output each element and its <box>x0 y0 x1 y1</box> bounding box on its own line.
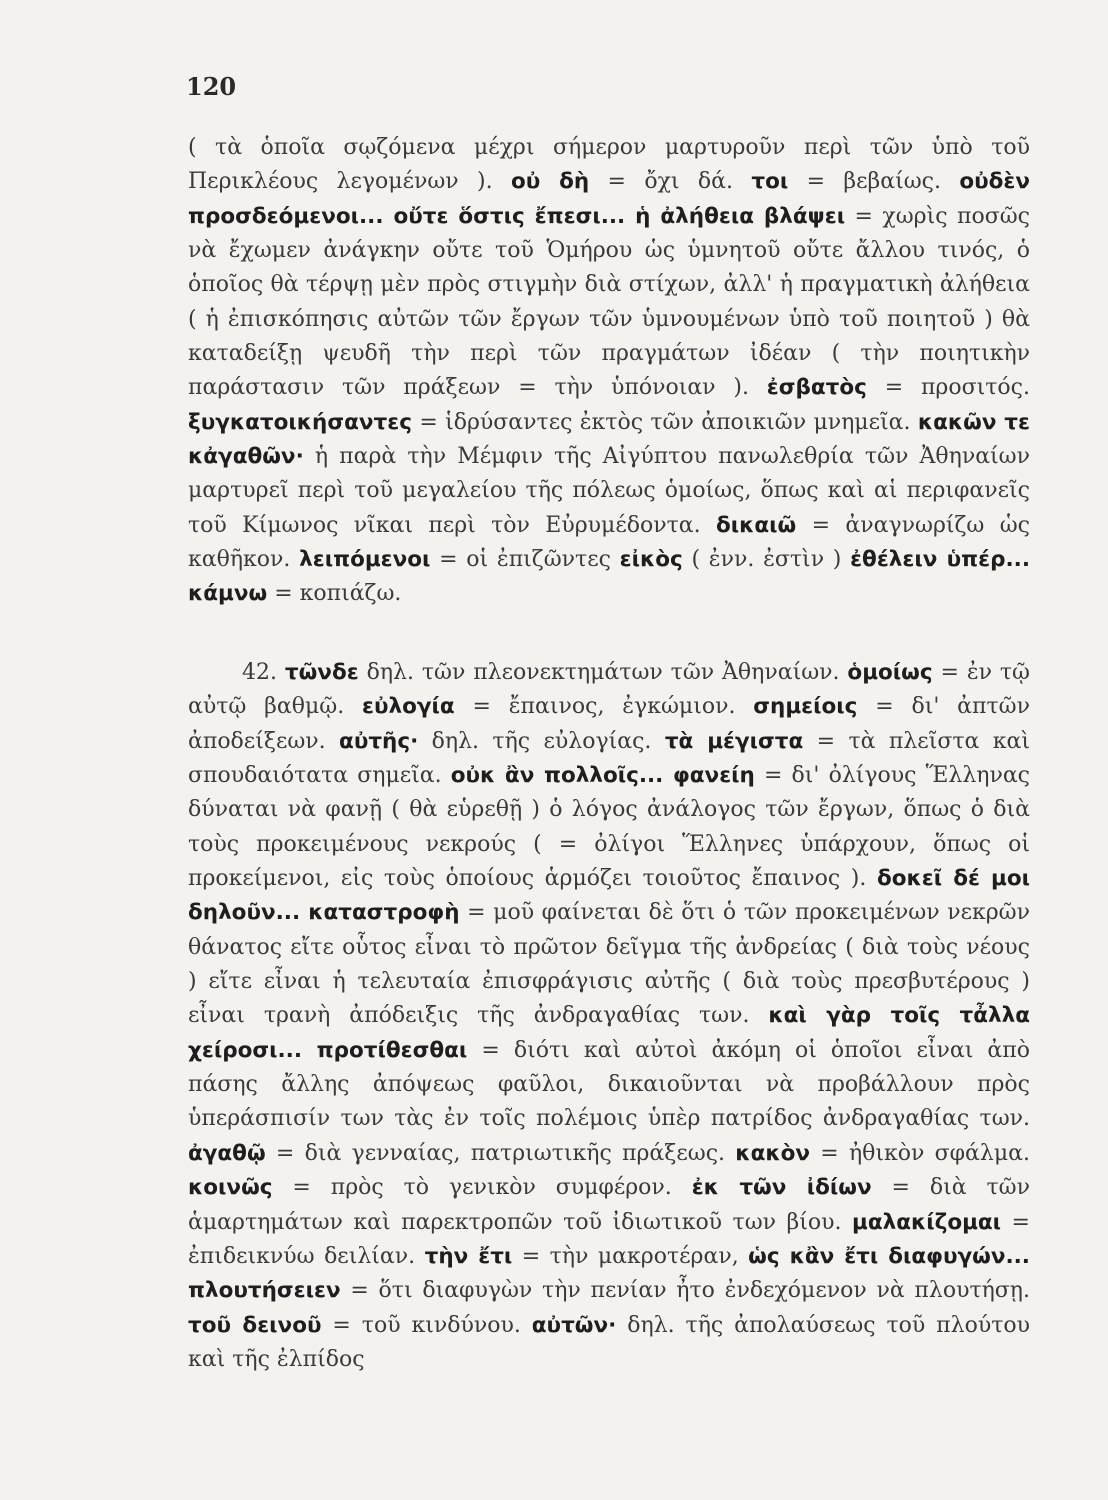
lemma-term: ἀγαθῷ <box>188 1140 266 1166</box>
lemma-term: οὐκ ἂν πολλοῖς... φανείη <box>450 763 755 789</box>
lemma-term: ὁμοίως <box>847 660 933 685</box>
gloss-text: = κοπιάζω. <box>267 581 402 607</box>
lemma-term: τῶνδε <box>284 660 359 685</box>
gloss-text: = τὰ πλεῖστα καὶ σπουδαιότατα σημεῖα. <box>188 728 1030 789</box>
gloss-text: = ἐν τῷ αὐτῷ βαθμῷ. <box>188 660 1031 720</box>
gloss-text: = τὴν μακροτέραν, <box>512 1243 749 1269</box>
lemma-term: τοι <box>751 169 789 195</box>
lemma-term: κακῶν τε κἀγαθῶν· <box>188 409 1030 470</box>
lemma-term: τοῦ δεινοῦ <box>188 1312 322 1338</box>
gloss-text: = ἱδρύσαντες ἐκτὸς τῶν ἀποικιῶν μνημεῖα. <box>411 409 918 435</box>
gloss-text: δηλ. τῆς ἀπολαύσεως τοῦ πλούτου καὶ τῆς ἐλπίδος <box>188 1312 1030 1372</box>
lemma-term: αὐτῆς· <box>339 728 419 754</box>
gloss-text: = ἐπιδεικνύω δειλίαν. <box>188 1209 1030 1269</box>
gloss-text: = τοῦ κινδύνου. <box>321 1312 532 1338</box>
lemma-term: τὰ μέγιστα <box>664 728 804 754</box>
lemma-term: ξυγκατοικήσαντες <box>188 409 412 435</box>
gloss-text: ἡ παρὰ τὴν Μέμφιν τῆς Αἰγύπτου πανωλεθρία τῶν Ἀθηναίων μαρτυρεῖ περὶ τοῦ μεγαλείου τῆς πόλεως ὁμοίως, ὅπως καὶ αἱ περιφανεῖς τοῦ Κίμωνος νῖκαι περὶ τὸν Εὐρυμέδοντα. <box>188 444 1030 538</box>
lemma-term: τὴν ἔτι <box>424 1243 513 1269</box>
lemma-term: οὐδὲν προσδεόμενοι... οὔτε ὅστις ἔπεσι... ἡ ἀλήθεια βλάψει <box>188 169 1030 229</box>
lemma-term: ἐσβατὸς <box>766 375 867 401</box>
lemma-term: κακὸν <box>735 1140 811 1166</box>
gloss-text: δηλ. τῆς εὐλογίας. <box>418 728 665 754</box>
lemma-term: εἰκὸς <box>619 547 683 573</box>
gloss-text: = πρὸς τὸ γενικὸν συμφέρον. <box>272 1175 692 1201</box>
gloss-text: 42. <box>242 660 285 685</box>
gloss-text: ( ἐνν. ἐστὶν ) <box>682 547 851 573</box>
lemma-term: λειπόμενοι <box>299 547 431 573</box>
gloss-text: = ἠθικὸν σφάλμα. <box>810 1140 1031 1166</box>
gloss-text: = ἔπαινος, ἐγκώμιον. <box>454 694 754 720</box>
gloss-text: = βεβαίως. <box>788 169 960 195</box>
lemma-term: μαλακίζομαι <box>852 1209 1002 1235</box>
lemma-term: σημείοις <box>753 694 858 720</box>
gloss-text: = διὰ γενναίας, πατριωτικῆς πράξεως. <box>265 1140 736 1166</box>
lemma-term: κοινῶς <box>188 1175 273 1201</box>
paragraph-2 <box>188 656 1030 1377</box>
gloss-text: = μοῦ φαίνεται δὲ ὅτι ὁ τῶν προκειμένων νεκρῶν θάνατος εἴτε οὗτος εἶναι τὸ πρῶτον δεῖγμα τῆς ἀνδρείας ( διὰ τοὺς νέους ) εἴτε εἶναι ἡ τελευταία ἐπισφράγισις αὐτῆς ( διὰ τοὺς πρεσβυτέρους ) εἶναι τρανὴ ἀπόδειξις τῆς ἀνδραγαθίας των. <box>188 900 1030 1029</box>
gloss-text: = δι' ἀπτῶν ἀποδείξεων. <box>188 694 1030 754</box>
gloss-text: = ὄχι δά. <box>589 169 752 195</box>
gloss-text: δηλ. τῶν πλεονεκτημάτων τῶν Ἀθηναίων. <box>358 660 848 685</box>
gloss-text: = διότι καὶ αὐτοὶ ἀκόμη οἱ ὁποῖοι εἶναι ἀπὸ πάσης ἄλλης ἀπόψεως φαῦλοι, δικαιοῦνται νὰ προβάλλουν πρὸς ὑπεράσπισίν των τὰς ἐν τοῖς πολέμοις ὑπὲρ πατρίδος ἀνδραγαθίας των. <box>188 1037 1030 1132</box>
gloss-text: = χωρὶς ποσῶς νὰ ἔχωμεν ἀνάγκην οὔτε τοῦ Ὁμήρου ὡς ὑμνητοῦ οὔτε ἄλλου τινός, ὁ ὁποῖος θὰ τέρψῃ μὲν πρὸς στιγμὴν διὰ στίχων, ἀλλ' ἡ πραγματικὴ ἀλήθεια ( ἡ ἐπισκόπησις αὐτῶν τῶν ἔργων τῶν ὑμνουμένων ὑπὸ τοῦ ποιητοῦ ) θὰ καταδείξῃ ψευδῆ τὴν περὶ τῶν πραγμάτων ἰδέαν ( τὴν ποιητικὴν παράστασιν τῶν πράξεων = τὴν ὑπόνοιαν ). <box>188 203 1030 401</box>
gloss-text: = οἱ ἐπιζῶντες <box>430 547 620 573</box>
lemma-term: δικαιῶ <box>715 512 797 538</box>
gloss-text: = δι' ὀλίγους Ἕλληνας δύναται νὰ φανῇ ( θὰ εὑρεθῇ ) ὁ λόγος ἀνάλογος τῶν ἔργων, ὅπως ὁ διὰ τοὺς προκειμένους νεκρούς ( = ὀλίγοι Ἕλληνες ὑπάρχουν, ὅπως οἱ προκείμενοι, εἰς τοὺς ὁποίους ἁρμόζει τοιοῦτος ἔπαινος ). <box>188 763 1030 892</box>
lemma-term: οὐ δὴ <box>510 169 590 195</box>
lemma-term: καὶ γὰρ τοῖς τἆλλα χείροσι... προτίθεσθαι <box>188 1003 1030 1063</box>
lemma-term: ἐθέλειν ὑπέρ... κάμνω <box>188 547 1030 607</box>
page-number: 120 <box>186 72 237 101</box>
lemma-term: δοκεῖ δέ μοι δηλοῦν... καταστροφὴ <box>188 866 1030 926</box>
lemma-term: ἐκ τῶν ἰδίων <box>691 1175 872 1201</box>
lemma-term: ὡς κἂν ἔτι διαφυγών... πλουτήσειεν <box>188 1243 1030 1304</box>
lemma-term: αὐτῶν· <box>531 1312 617 1338</box>
paragraph-1 <box>188 131 1030 612</box>
gloss-text: = ὅτι διαφυγὼν τὴν πενίαν ἦτο ἐνδεχόμενον νὰ πλουτήσῃ. <box>340 1278 1030 1304</box>
gloss-text: = διὰ τῶν ἁμαρτημάτων καὶ παρεκτροπῶν τοῦ ἰδιωτικοῦ των βίου. <box>188 1175 1030 1235</box>
gloss-text: = προσιτός. <box>866 375 1030 401</box>
lemma-term: εὐλογία <box>362 694 455 720</box>
gloss-text: = ἀναγνωρίζω ὡς καθῆκον. <box>188 512 1030 573</box>
gloss-text: ( τὰ ὁποῖα σῳζόμενα μέχρι σήμερον μαρτυροῦν περὶ τῶν ὑπὸ τοῦ Περικλέους λεγομένων ). <box>188 135 1030 195</box>
